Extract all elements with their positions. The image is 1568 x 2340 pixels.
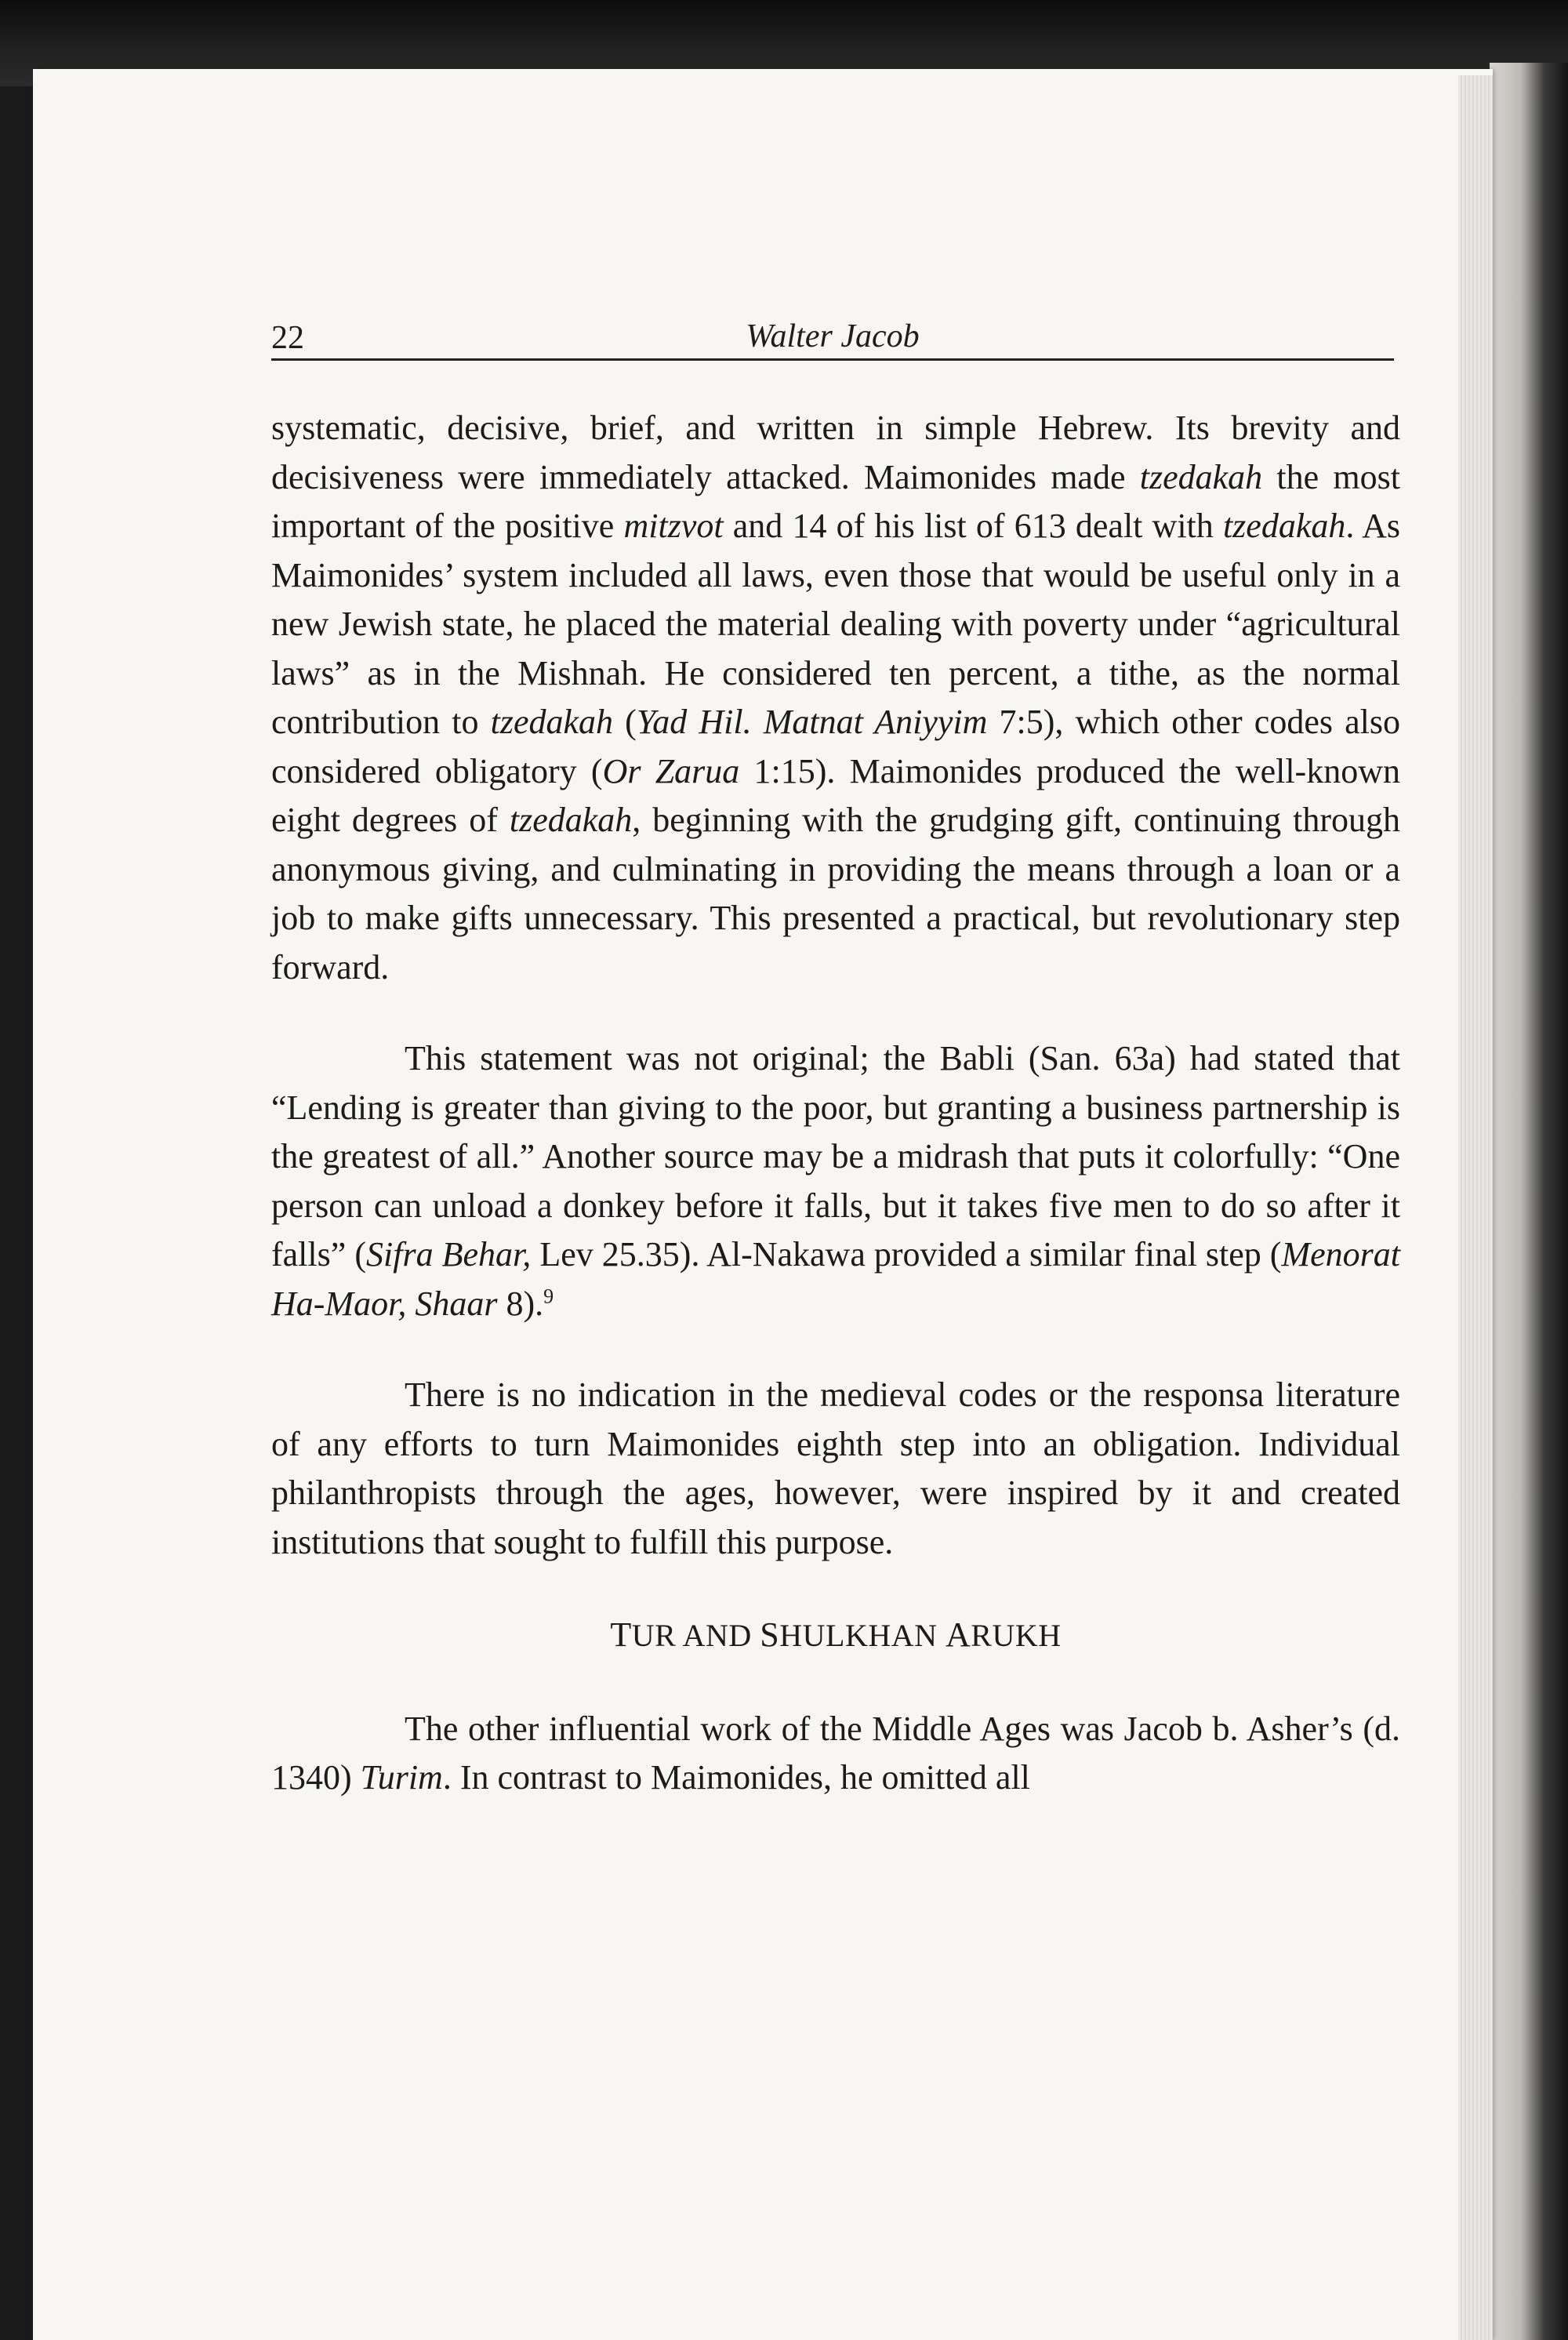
page-header bbox=[271, 318, 1394, 361]
paragraph-1: systematic, decisive, brief, and written in simple Hebrew. Its brevity and decisiveness were immediately attacked. Maimonides made tzedakah the most important of the positive mitzvot and 14 of his list of 613 dealt with tzedakah. As Maimonides’ system included all laws, even those that would be useful only in a new Jewish state, he placed the material dealing with poverty under “agricultural laws” as in the Mishnah. He considered ten percent, a tithe, as the normal contribution to tzedakah (Yad Hil. Matnat Aniyyim 7:5), which other codes also considered obligatory (Or Zarua 1:15). Maimonides produced the well-known eight degrees of tzedakah, beginning with the grudging gift, continuing through anonymous giving, and culminating in providing the means through a loan or a job to make gifts unnecessary. This presented a practical, but revolutionary step forward. bbox=[271, 409, 1401, 987]
page-edges bbox=[1458, 75, 1493, 2340]
book-edge bbox=[1490, 63, 1568, 2340]
paragraph-4: The other influential work of the Middle Ages was Jacob b. Asher’s (d. 1340) Turim. In contrast to Maimonides, he omitted all bbox=[271, 1709, 1400, 1797]
paragraph-3: There is no indication in the medieval codes or the responsa literature of any efforts to turn Maimonides eighth step into an obligation. Individual philanthropists through the ages, however, were inspired by it and created institutions that sought to fulfill this purpose. bbox=[271, 1375, 1400, 1561]
running-head: Walter Jacob bbox=[746, 318, 920, 354]
paragraph-2: This statement was not original; the Babli (San. 63a) had stated that “Lending is greater than giving to the poor, but granting a business partnership is the greatest of all.” Another source may be a midrash that puts it colorfully: “One person can unload a donkey before it falls, but it takes five men to do so after it falls” (Sifra Behar, Lev 25.35). Al-Nakawa provided a similar final step (Menorat Ha-Maor, Shaar 8).$^9$ bbox=[271, 1039, 1400, 1323]
body-text bbox=[271, 404, 1400, 1803]
page-number: 22 bbox=[271, 320, 304, 356]
section-heading: TUR AND SHULKHAN ARUKH bbox=[610, 1615, 1062, 1654]
footnote-marker: 9 bbox=[543, 1284, 554, 1307]
